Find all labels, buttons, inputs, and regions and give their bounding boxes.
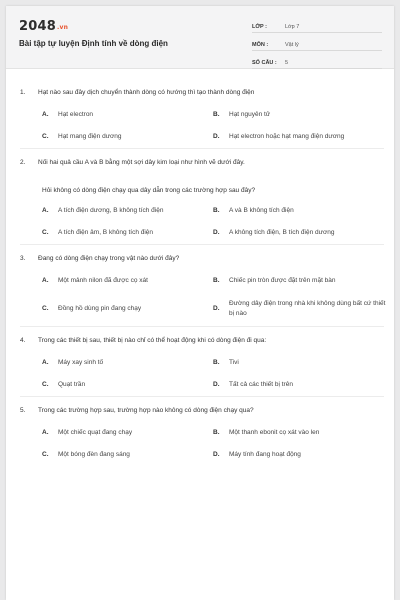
option-text: A tích điện dương, B không tích điện <box>58 207 164 214</box>
question-text: Nối hai quả cầu A và B bằng một sợi dây kim loại như hình vẽ dưới đây. <box>38 159 245 166</box>
option-letter: A. <box>42 359 49 366</box>
option-text: Đường dây điện trong nhà khi không dùng bất cứ thiết bị nào <box>229 300 386 317</box>
option-text: A không tích điện, B tích điện dương <box>229 229 335 236</box>
option-text: Chiếc pin tròn được đặt trên mặt bàn <box>229 277 336 284</box>
question-text: Trong các trường hợp sau, trường hợp nào không có dòng điện chạy qua? <box>38 407 254 414</box>
option-letter: A. <box>42 111 49 118</box>
question-divider <box>20 396 384 397</box>
meta-row-count <box>252 54 382 69</box>
meta-value: Vật lý <box>285 42 299 48</box>
question-divider <box>20 326 384 327</box>
question-number: 4. <box>20 337 26 344</box>
option-letter: B. <box>213 111 220 118</box>
question-number: 1. <box>20 89 26 96</box>
logo-suffix: .vn <box>56 24 69 31</box>
option-letter: B. <box>213 359 220 366</box>
option-letter: A. <box>42 207 49 214</box>
logo-main: 2048 <box>19 19 56 34</box>
question-number: 2. <box>20 159 26 166</box>
option-text: Đồng hồ dùng pin đang chạy <box>58 305 142 312</box>
question-text: Hạt nào sau đây dịch chuyển thành dòng có hướng thì tạo thành dòng điện <box>38 89 255 96</box>
meta-row-subject <box>252 36 382 51</box>
question-stem <box>20 336 380 345</box>
option-letter: D. <box>213 381 220 388</box>
worksheet-meta <box>252 18 382 72</box>
option-text: Một thanh ebonit cọ xát vào len <box>229 429 320 436</box>
question-stem <box>20 254 380 263</box>
option-a[interactable] <box>42 358 208 367</box>
option-c[interactable] <box>42 132 208 141</box>
option-a[interactable] <box>42 276 208 285</box>
option-a[interactable] <box>42 206 208 215</box>
option-b[interactable] <box>213 358 379 367</box>
option-text: Một mảnh nilon đã được cọ xát <box>58 277 148 284</box>
option-letter: D. <box>213 305 220 312</box>
option-d[interactable] <box>213 299 387 319</box>
option-b[interactable] <box>213 276 394 285</box>
option-text: Hạt nguyên tử <box>229 111 271 118</box>
option-text: Tất cả các thiết bị trên <box>229 381 293 388</box>
option-letter: D. <box>213 229 220 236</box>
option-c[interactable] <box>42 228 208 237</box>
option-d[interactable] <box>213 380 379 389</box>
meta-label: MÔN : <box>252 42 269 48</box>
option-letter: C. <box>42 305 49 312</box>
meta-label: LỚP : <box>252 24 267 30</box>
option-text: Quạt trần <box>58 381 86 388</box>
option-letter: C. <box>42 381 49 388</box>
option-text: Máy xay sinh tố <box>58 359 104 366</box>
question-number: 3. <box>20 255 26 262</box>
meta-row-grade <box>252 18 382 33</box>
option-b[interactable] <box>213 428 379 437</box>
option-letter: C. <box>42 133 49 140</box>
option-text: Một chiếc quạt đang chạy <box>58 429 133 436</box>
option-a[interactable] <box>42 110 208 119</box>
question-stem <box>20 158 380 167</box>
option-letter: B. <box>213 429 220 436</box>
question-text: Trong các thiết bị sau, thiết bị nào chỉ có thể hoạt động khi có dòng điện đi qua: <box>38 337 267 344</box>
option-text: Một bóng đèn đang sáng <box>58 451 130 458</box>
question-stem <box>20 88 380 97</box>
option-d[interactable] <box>213 450 379 459</box>
option-text: Hạt electron <box>58 111 94 118</box>
question-divider <box>20 244 384 245</box>
meta-value: Lớp 7 <box>285 24 300 30</box>
option-text: Hạt electron hoặc hạt mang điện dương <box>229 133 345 140</box>
question-subtext: Hỏi không có dòng điện chạy qua dây dẫn trong các trường hợp sau đây? <box>42 187 256 194</box>
meta-label: SỐ CÂU : <box>252 60 277 66</box>
worksheet-title: Bài tập tự luyện Định tính về dòng điện <box>19 39 168 48</box>
meta-value: 5 <box>285 60 289 66</box>
option-letter: C. <box>42 451 49 458</box>
option-c[interactable] <box>42 380 208 389</box>
option-letter: B. <box>213 277 220 284</box>
option-b[interactable] <box>213 206 379 215</box>
option-text: Tivi <box>229 359 239 366</box>
option-letter: D. <box>213 133 220 140</box>
option-c[interactable] <box>42 304 208 313</box>
option-letter: A. <box>42 277 49 284</box>
option-text: A tích điện âm, B không tích điện <box>58 229 154 236</box>
option-text: A và B không tích điện <box>229 207 294 214</box>
option-letter: C. <box>42 229 49 236</box>
site-logo[interactable] <box>19 19 68 34</box>
option-a[interactable] <box>42 428 208 437</box>
question-divider <box>20 148 384 149</box>
question-text: Đang có dòng điện chạy trong vật nào dưới đây? <box>38 255 180 262</box>
option-c[interactable] <box>42 450 208 459</box>
option-text: Máy tính đang hoạt động <box>229 451 301 458</box>
option-d[interactable] <box>213 228 394 237</box>
question-number: 5. <box>20 407 26 414</box>
option-letter: D. <box>213 451 220 458</box>
worksheet-page <box>6 6 394 600</box>
option-letter: A. <box>42 429 49 436</box>
question-stem <box>20 406 380 415</box>
option-d[interactable] <box>213 132 394 141</box>
worksheet-header <box>6 6 394 69</box>
option-b[interactable] <box>213 110 379 119</box>
option-letter: B. <box>213 207 220 214</box>
option-text: Hạt mang điện dương <box>58 133 122 140</box>
